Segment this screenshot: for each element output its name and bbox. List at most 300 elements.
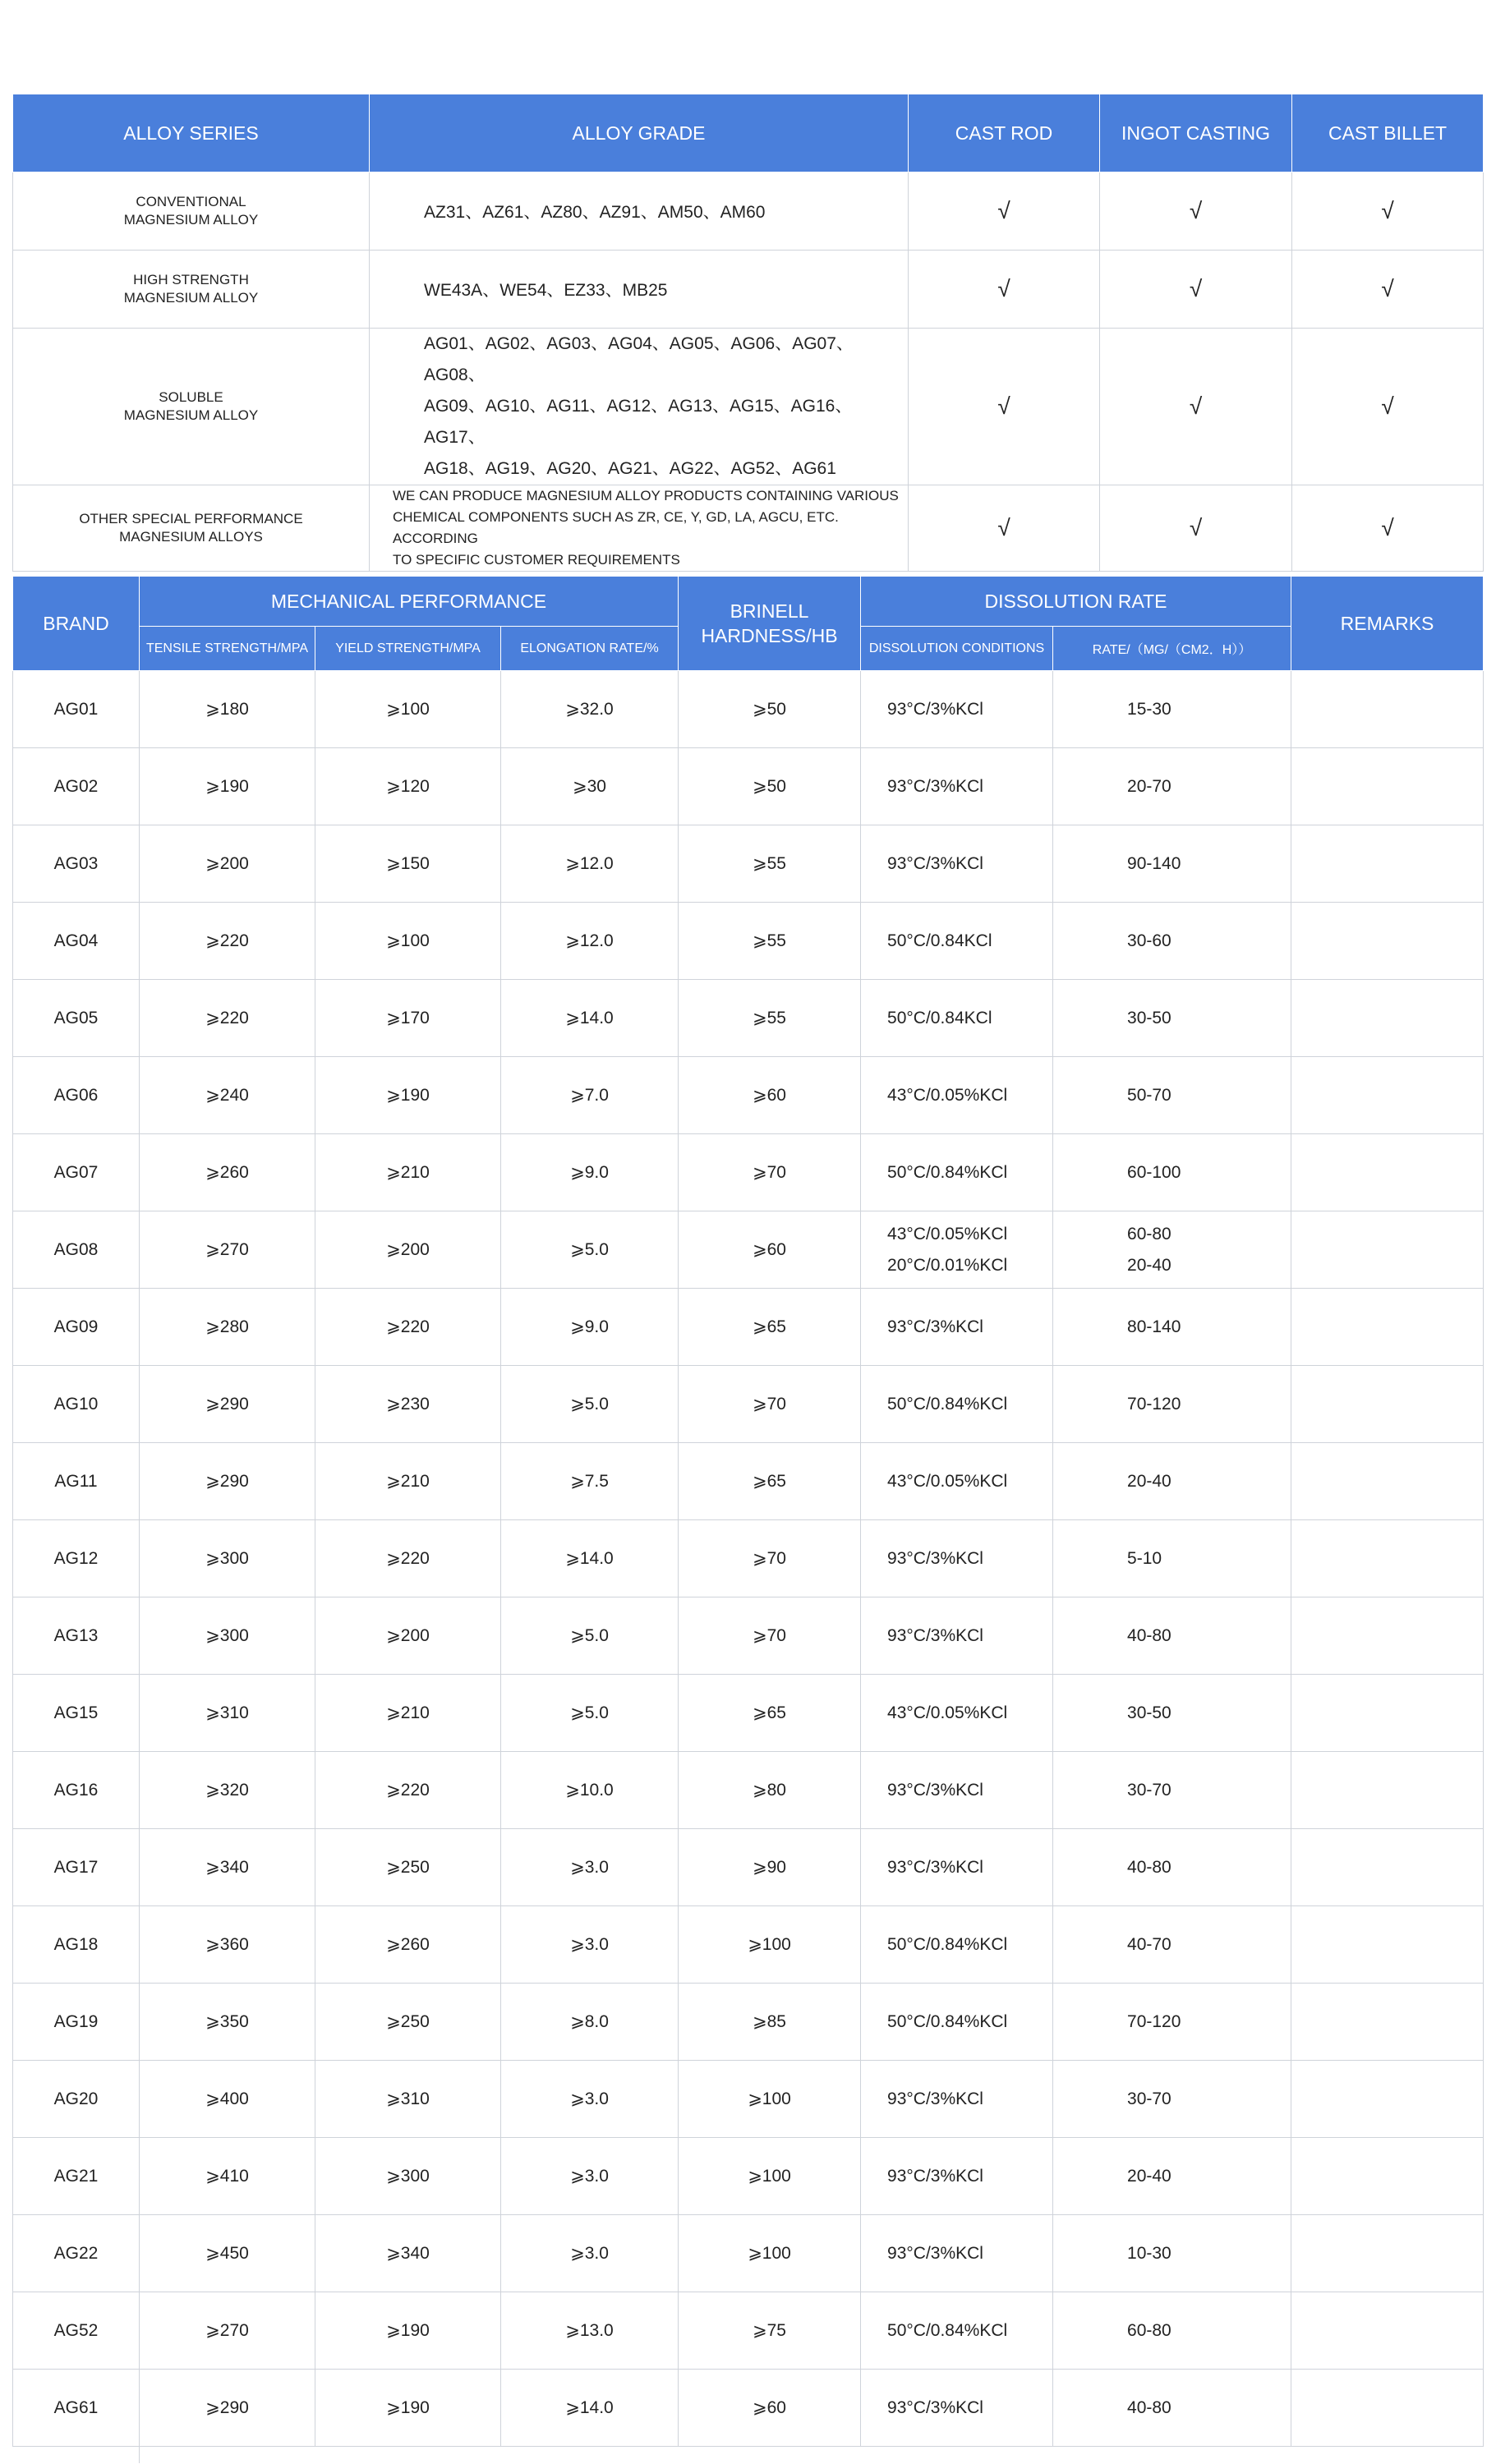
rate-cell xyxy=(1053,2292,1291,2370)
remarks-cell xyxy=(1291,2215,1484,2292)
elongation-rate-cell: ⩾3.0 xyxy=(501,2061,679,2138)
rate-cell xyxy=(1053,1443,1291,1520)
dissolution-conditions-cell xyxy=(861,1211,1053,1289)
brand-row xyxy=(13,671,1484,748)
rate-line: 30-50 xyxy=(1127,1008,1171,1027)
alloy-series-line: HIGH STRENGTH xyxy=(133,272,249,287)
remarks-cell xyxy=(1291,1443,1484,1520)
brand-cell: AG22 xyxy=(13,2215,140,2292)
alloy-series-line: MAGNESIUM ALLOY xyxy=(123,407,259,423)
brand-row xyxy=(13,1520,1484,1597)
dissolution-condition-line: 50°C/0.84%KCl xyxy=(887,1934,1008,1954)
rate-line: 70-120 xyxy=(1127,1394,1181,1414)
brand-cell: AG61 xyxy=(13,2370,140,2447)
dissolution-condition-line: 50°C/0.84KCl xyxy=(887,931,992,950)
cast-billet-check: √ xyxy=(1292,329,1484,485)
brand-cell: AG52 xyxy=(13,2292,140,2370)
brand-row xyxy=(13,825,1484,903)
tensile-strength-cell: ⩾290 xyxy=(140,1443,315,1520)
dissolution-conditions-cell xyxy=(861,980,1053,1057)
alloy-series-line: MAGNESIUM ALLOY xyxy=(123,290,259,306)
header-brinell-hardness xyxy=(679,577,861,671)
hardness-cell: ⩾75 xyxy=(679,2292,861,2370)
hardness-cell: ⩾70 xyxy=(679,1597,861,1675)
cast-rod-check: √ xyxy=(909,251,1100,329)
header-alloy-grade: ALLOY GRADE xyxy=(370,94,909,172)
rate-cell xyxy=(1053,2215,1291,2292)
brand-header-row-1 xyxy=(13,577,1484,627)
yield-strength-cell: ⩾190 xyxy=(315,1057,501,1134)
ingot-casting-check: √ xyxy=(1100,172,1292,251)
series-row xyxy=(13,485,1484,572)
hardness-cell: ⩾100 xyxy=(679,2138,861,2215)
tensile-strength-cell: ⩾220 xyxy=(140,903,315,980)
brand-row xyxy=(13,1597,1484,1675)
hardness-cell: ⩾55 xyxy=(679,903,861,980)
rate-line: 40-80 xyxy=(1127,2397,1171,2417)
elongation-rate-cell: ⩾5.0 xyxy=(501,1675,679,1752)
header-mechanical-performance: MECHANICAL PERFORMANCE xyxy=(140,577,679,627)
brand-cell: AG21 xyxy=(13,2138,140,2215)
tensile-strength-cell: ⩾360 xyxy=(140,1906,315,1984)
rate-line: 80-140 xyxy=(1127,1317,1181,1336)
yield-strength-cell: ⩾300 xyxy=(315,2138,501,2215)
rate-cell xyxy=(1053,748,1291,825)
rate-cell xyxy=(1053,1289,1291,1366)
yield-strength-cell: ⩾220 xyxy=(315,1752,501,1829)
elongation-rate-cell: ⩾3.0 xyxy=(501,1906,679,1984)
elongation-rate-cell: ⩾3.0 xyxy=(501,2215,679,2292)
brand-cell: AG11 xyxy=(13,1443,140,1520)
rate-cell xyxy=(1053,825,1291,903)
tensile-strength-cell: ⩾290 xyxy=(140,1366,315,1443)
brand-row xyxy=(13,1134,1484,1211)
brand-table-body xyxy=(13,671,1484,2464)
yield-strength-cell: ⩾340 xyxy=(315,2215,501,2292)
header-tensile-strength: TENSILE STRENGTH/MPA xyxy=(140,627,315,671)
dissolution-conditions-cell xyxy=(861,1984,1053,2061)
dissolution-condition-line: 93°C/3%KCl xyxy=(887,2397,983,2417)
brand-row xyxy=(13,1906,1484,1984)
header-cast-rod: CAST ROD xyxy=(909,94,1100,172)
tensile-strength-cell: ⩾270 xyxy=(140,1211,315,1289)
header-brinell-line-1: BRINELL xyxy=(730,600,809,622)
dissolution-condition-line: 93°C/3%KCl xyxy=(887,1625,983,1645)
elongation-rate-cell: ⩾14.0 xyxy=(501,2370,679,2447)
elongation-rate-cell: ⩾8.0 xyxy=(501,1984,679,2061)
rate-line: 50-70 xyxy=(1127,1085,1171,1105)
hardness-cell: ⩾100 xyxy=(679,2215,861,2292)
yield-strength-cell: ⩾170 xyxy=(315,980,501,1057)
tensile-strength-cell: ⩾300 xyxy=(140,1520,315,1597)
rate-line: 20-40 xyxy=(1127,2166,1171,2186)
yield-strength-cell: ⩾220 xyxy=(315,1289,501,1366)
yield-strength-cell: ⩾250 xyxy=(315,1984,501,2061)
header-elongation-rate: ELONGATION RATE/% xyxy=(501,627,679,671)
tensile-strength-cell: ⩾350 xyxy=(140,1984,315,2061)
alloy-grade-list xyxy=(370,485,909,572)
tensile-strength-cell: ⩾290 xyxy=(140,2370,315,2447)
elongation-rate-cell: ⩾30 xyxy=(501,748,679,825)
continuation-cell xyxy=(140,2447,315,2464)
dissolution-conditions-cell xyxy=(861,2292,1053,2370)
brand-cell: AG01 xyxy=(13,671,140,748)
brand-cell: AG12 xyxy=(13,1520,140,1597)
rate-cell xyxy=(1053,1984,1291,2061)
dissolution-condition-line: 50°C/0.84%KCl xyxy=(887,1394,1008,1414)
table-continuation-row xyxy=(13,2447,1484,2464)
yield-strength-cell: ⩾210 xyxy=(315,1443,501,1520)
remarks-cell xyxy=(1291,903,1484,980)
dissolution-conditions-cell xyxy=(861,1752,1053,1829)
tensile-strength-cell: ⩾220 xyxy=(140,980,315,1057)
continuation-cell xyxy=(1053,2447,1291,2464)
hardness-cell: ⩾70 xyxy=(679,1366,861,1443)
yield-strength-cell: ⩾120 xyxy=(315,748,501,825)
header-alloy-series: ALLOY SERIES xyxy=(13,94,370,172)
rate-cell xyxy=(1053,1520,1291,1597)
alloy-series-line: MAGNESIUM ALLOY xyxy=(123,212,259,228)
elongation-rate-cell: ⩾12.0 xyxy=(501,825,679,903)
brand-cell: AG03 xyxy=(13,825,140,903)
ingot-casting-check: √ xyxy=(1100,485,1292,572)
yield-strength-cell: ⩾190 xyxy=(315,2292,501,2370)
brand-row xyxy=(13,903,1484,980)
dissolution-conditions-cell xyxy=(861,1366,1053,1443)
remarks-cell xyxy=(1291,1675,1484,1752)
alloy-series-line: MAGNESIUM ALLOYS xyxy=(119,529,263,545)
header-cast-billet: CAST BILLET xyxy=(1292,94,1484,172)
rate-cell xyxy=(1053,671,1291,748)
hardness-cell: ⩾85 xyxy=(679,1984,861,2061)
rate-cell xyxy=(1053,2370,1291,2447)
yield-strength-cell: ⩾310 xyxy=(315,2061,501,2138)
dissolution-condition-line: 43°C/0.05%KCl xyxy=(887,1703,1008,1722)
dissolution-conditions-cell xyxy=(861,1520,1053,1597)
hardness-cell: ⩾100 xyxy=(679,2061,861,2138)
brand-row xyxy=(13,2215,1484,2292)
rate-line: 40-80 xyxy=(1127,1625,1171,1645)
series-table-body xyxy=(13,172,1484,572)
tensile-strength-cell: ⩾280 xyxy=(140,1289,315,1366)
tensile-strength-cell: ⩾260 xyxy=(140,1134,315,1211)
yield-strength-cell: ⩾100 xyxy=(315,671,501,748)
continuation-cell xyxy=(679,2447,861,2464)
rate-cell xyxy=(1053,2061,1291,2138)
brand-row xyxy=(13,2292,1484,2370)
alloy-grade-list xyxy=(370,251,909,329)
dissolution-condition-line: 93°C/3%KCl xyxy=(887,776,983,796)
elongation-rate-cell: ⩾5.0 xyxy=(501,1211,679,1289)
brand-cell: AG16 xyxy=(13,1752,140,1829)
alloy-series-name xyxy=(13,172,370,251)
dissolution-conditions-cell xyxy=(861,2370,1053,2447)
dissolution-condition-line: 50°C/0.84%KCl xyxy=(887,2320,1008,2340)
brand-cell: AG06 xyxy=(13,1057,140,1134)
continuation-cell xyxy=(861,2447,1053,2464)
header-brand: BRAND xyxy=(13,577,140,671)
hardness-cell: ⩾50 xyxy=(679,748,861,825)
dissolution-condition-line: 50°C/0.84KCl xyxy=(887,1008,992,1027)
alloy-series-line: CONVENTIONAL xyxy=(136,194,246,209)
brand-row xyxy=(13,2138,1484,2215)
dissolution-conditions-cell xyxy=(861,1597,1053,1675)
remarks-cell xyxy=(1291,825,1484,903)
dissolution-condition-line: 93°C/3%KCl xyxy=(887,2089,983,2108)
dissolution-condition-line: 93°C/3%KCl xyxy=(887,1780,983,1800)
header-yield-strength: YIELD STRENGTH/MPA xyxy=(315,627,501,671)
alloy-grade-line: AG01、AG02、AG03、AG04、AG05、AG06、AG07、AG08、 xyxy=(424,334,854,384)
rate-line: 20-70 xyxy=(1127,776,1171,796)
hardness-cell: ⩾90 xyxy=(679,1829,861,1906)
dissolution-condition-line: 93°C/3%KCl xyxy=(887,699,983,719)
dissolution-conditions-cell xyxy=(861,1057,1053,1134)
elongation-rate-cell: ⩾3.0 xyxy=(501,2138,679,2215)
rate-line: 30-70 xyxy=(1127,1780,1171,1800)
continuation-cell xyxy=(13,2447,140,2464)
brand-row xyxy=(13,1057,1484,1134)
elongation-rate-cell: ⩾13.0 xyxy=(501,2292,679,2370)
rate-cell xyxy=(1053,2138,1291,2215)
hardness-cell: ⩾60 xyxy=(679,1057,861,1134)
dissolution-condition-line: 43°C/0.05%KCl xyxy=(887,1224,1008,1243)
dissolution-condition-line: 93°C/3%KCl xyxy=(887,1857,983,1877)
tensile-strength-cell: ⩾400 xyxy=(140,2061,315,2138)
dissolution-conditions-cell xyxy=(861,748,1053,825)
elongation-rate-cell: ⩾3.0 xyxy=(501,1829,679,1906)
ingot-casting-check: √ xyxy=(1100,251,1292,329)
brand-cell: AG08 xyxy=(13,1211,140,1289)
remarks-cell xyxy=(1291,1906,1484,1984)
dissolution-conditions-cell xyxy=(861,1289,1053,1366)
series-header-row xyxy=(13,94,1484,172)
brand-row xyxy=(13,2061,1484,2138)
dissolution-condition-line: 93°C/3%KCl xyxy=(887,2243,983,2263)
remarks-cell xyxy=(1291,1984,1484,2061)
tensile-strength-cell: ⩾310 xyxy=(140,1675,315,1752)
yield-strength-cell: ⩾100 xyxy=(315,903,501,980)
dissolution-conditions-cell xyxy=(861,1829,1053,1906)
remarks-cell xyxy=(1291,2292,1484,2370)
dissolution-condition-line: 20°C/0.01%KCl xyxy=(887,1255,1008,1275)
rate-line: 30-60 xyxy=(1127,931,1171,950)
hardness-cell: ⩾50 xyxy=(679,671,861,748)
alloy-series-name xyxy=(13,485,370,572)
dissolution-condition-line: 43°C/0.05%KCl xyxy=(887,1085,1008,1105)
rate-cell xyxy=(1053,1057,1291,1134)
cast-rod-check: √ xyxy=(909,172,1100,251)
series-row xyxy=(13,251,1484,329)
alloy-grade-line: AG18、AG19、AG20、AG21、AG22、AG52、AG61 xyxy=(424,459,836,478)
rate-cell xyxy=(1053,1752,1291,1829)
dissolution-conditions-cell xyxy=(861,1134,1053,1211)
dissolution-conditions-cell xyxy=(861,825,1053,903)
dissolution-conditions-cell xyxy=(861,2138,1053,2215)
rate-cell xyxy=(1053,1597,1291,1675)
tensile-strength-cell: ⩾270 xyxy=(140,2292,315,2370)
dissolution-conditions-cell xyxy=(861,671,1053,748)
yield-strength-cell: ⩾250 xyxy=(315,1829,501,1906)
header-dissolution-conditions: DISSOLUTION CONDITIONS xyxy=(861,627,1053,671)
brand-cell: AG18 xyxy=(13,1906,140,1984)
elongation-rate-cell: ⩾7.5 xyxy=(501,1443,679,1520)
alloy-grade-list xyxy=(370,172,909,251)
rate-line: 20-40 xyxy=(1127,1471,1171,1491)
tensile-strength-cell: ⩾300 xyxy=(140,1597,315,1675)
hardness-cell: ⩾65 xyxy=(679,1675,861,1752)
brand-cell: AG02 xyxy=(13,748,140,825)
alloy-series-line: SOLUBLE xyxy=(159,389,223,405)
rate-line: 20-40 xyxy=(1127,1255,1171,1275)
alloy-grade-line: AG09、AG10、AG11、AG12、AG13、AG15、AG16、AG17、 xyxy=(424,397,853,447)
yield-strength-cell: ⩾150 xyxy=(315,825,501,903)
remarks-cell xyxy=(1291,2061,1484,2138)
rate-cell xyxy=(1053,1675,1291,1752)
rate-line: 10-30 xyxy=(1127,2243,1171,2263)
series-row xyxy=(13,329,1484,485)
alloy-series-table xyxy=(12,94,1484,572)
elongation-rate-cell: ⩾12.0 xyxy=(501,903,679,980)
rate-line: 90-140 xyxy=(1127,853,1181,873)
series-row xyxy=(13,172,1484,251)
hardness-cell: ⩾80 xyxy=(679,1752,861,1829)
alloy-grade-line: WE43A、WE54、EZ33、MB25 xyxy=(424,281,668,300)
cast-billet-check: √ xyxy=(1292,172,1484,251)
elongation-rate-cell: ⩾9.0 xyxy=(501,1134,679,1211)
yield-strength-cell: ⩾200 xyxy=(315,1597,501,1675)
hardness-cell: ⩾60 xyxy=(679,1211,861,1289)
dissolution-condition-line: 93°C/3%KCl xyxy=(887,1317,983,1336)
header-brinell-line-2: HARDNESS/HB xyxy=(701,625,838,646)
rate-line: 60-80 xyxy=(1127,2320,1171,2340)
remarks-cell xyxy=(1291,1366,1484,1443)
hardness-cell: ⩾70 xyxy=(679,1134,861,1211)
dissolution-condition-line: 93°C/3%KCl xyxy=(887,1548,983,1568)
elongation-rate-cell: ⩾7.0 xyxy=(501,1057,679,1134)
elongation-rate-cell: ⩾32.0 xyxy=(501,671,679,748)
rate-line: 40-70 xyxy=(1127,1934,1171,1954)
rate-line: 60-80 xyxy=(1127,1224,1171,1243)
tensile-strength-cell: ⩾410 xyxy=(140,2138,315,2215)
dissolution-conditions-cell xyxy=(861,2215,1053,2292)
elongation-rate-cell: ⩾5.0 xyxy=(501,1366,679,1443)
brand-row xyxy=(13,2370,1484,2447)
cast-rod-check: √ xyxy=(909,329,1100,485)
dissolution-conditions-cell xyxy=(861,1906,1053,1984)
dissolution-condition-line: 50°C/0.84%KCl xyxy=(887,2011,1008,2031)
continuation-cell xyxy=(1291,2447,1484,2464)
tensile-strength-cell: ⩾240 xyxy=(140,1057,315,1134)
remarks-cell xyxy=(1291,1520,1484,1597)
cast-billet-check: √ xyxy=(1292,251,1484,329)
elongation-rate-cell: ⩾5.0 xyxy=(501,1597,679,1675)
alloy-series-name xyxy=(13,251,370,329)
hardness-cell: ⩾60 xyxy=(679,2370,861,2447)
brand-row xyxy=(13,1675,1484,1752)
brand-row xyxy=(13,1289,1484,1366)
remarks-cell xyxy=(1291,1829,1484,1906)
rate-cell xyxy=(1053,1906,1291,1984)
remarks-cell xyxy=(1291,1134,1484,1211)
brand-row xyxy=(13,748,1484,825)
hardness-cell: ⩾55 xyxy=(679,980,861,1057)
ingot-casting-check: √ xyxy=(1100,329,1292,485)
brand-performance-table xyxy=(12,576,1484,2463)
brand-row xyxy=(13,1984,1484,2061)
tensile-strength-cell: ⩾320 xyxy=(140,1752,315,1829)
hardness-cell: ⩾100 xyxy=(679,1906,861,1984)
rate-cell xyxy=(1053,1366,1291,1443)
header-remarks: REMARKS xyxy=(1291,577,1484,671)
tensile-strength-cell: ⩾180 xyxy=(140,671,315,748)
alloy-grade-list xyxy=(370,329,909,485)
hardness-cell: ⩾65 xyxy=(679,1443,861,1520)
rate-line: 30-50 xyxy=(1127,1703,1171,1722)
rate-cell xyxy=(1053,1211,1291,1289)
rate-cell xyxy=(1053,1829,1291,1906)
elongation-rate-cell: ⩾10.0 xyxy=(501,1752,679,1829)
alloy-grade-line: WE CAN PRODUCE MAGNESIUM ALLOY PRODUCTS CONTAINING VARIOUS xyxy=(393,488,899,503)
brand-row xyxy=(13,1366,1484,1443)
brand-cell: AG07 xyxy=(13,1134,140,1211)
rate-line: 40-80 xyxy=(1127,1857,1171,1877)
remarks-cell xyxy=(1291,671,1484,748)
tensile-strength-cell: ⩾450 xyxy=(140,2215,315,2292)
remarks-cell xyxy=(1291,1057,1484,1134)
dissolution-conditions-cell xyxy=(861,1443,1053,1520)
elongation-rate-cell: ⩾14.0 xyxy=(501,1520,679,1597)
hardness-cell: ⩾70 xyxy=(679,1520,861,1597)
hardness-cell: ⩾55 xyxy=(679,825,861,903)
remarks-cell xyxy=(1291,2370,1484,2447)
yield-strength-cell: ⩾230 xyxy=(315,1366,501,1443)
elongation-rate-cell: ⩾14.0 xyxy=(501,980,679,1057)
dissolution-conditions-cell xyxy=(861,2061,1053,2138)
cast-rod-check: √ xyxy=(909,485,1100,572)
tensile-strength-cell: ⩾190 xyxy=(140,748,315,825)
rate-line: 15-30 xyxy=(1127,699,1171,719)
brand-row xyxy=(13,980,1484,1057)
hardness-cell: ⩾65 xyxy=(679,1289,861,1366)
rate-line: 30-70 xyxy=(1127,2089,1171,2108)
remarks-cell xyxy=(1291,748,1484,825)
yield-strength-cell: ⩾200 xyxy=(315,1211,501,1289)
brand-cell: AG17 xyxy=(13,1829,140,1906)
brand-row xyxy=(13,1752,1484,1829)
header-dissolution-rate: DISSOLUTION RATE xyxy=(861,577,1291,627)
dissolution-condition-line: 43°C/0.05%KCl xyxy=(887,1471,1008,1491)
remarks-cell xyxy=(1291,1752,1484,1829)
yield-strength-cell: ⩾220 xyxy=(315,1520,501,1597)
yield-strength-cell: ⩾210 xyxy=(315,1134,501,1211)
dissolution-condition-line: 93°C/3%KCl xyxy=(887,853,983,873)
brand-cell: AG20 xyxy=(13,2061,140,2138)
tensile-strength-cell: ⩾340 xyxy=(140,1829,315,1906)
dissolution-condition-line: 50°C/0.84%KCl xyxy=(887,1162,1008,1182)
dissolution-conditions-cell xyxy=(861,1675,1053,1752)
brand-cell: AG13 xyxy=(13,1597,140,1675)
rate-cell xyxy=(1053,980,1291,1057)
cast-billet-check: √ xyxy=(1292,485,1484,572)
brand-cell: AG04 xyxy=(13,903,140,980)
alloy-series-name xyxy=(13,329,370,485)
header-ingot-casting: INGOT CASTING xyxy=(1100,94,1292,172)
rate-cell xyxy=(1053,1134,1291,1211)
remarks-cell xyxy=(1291,2138,1484,2215)
dissolution-condition-line: 93°C/3%KCl xyxy=(887,2166,983,2186)
rate-line: 60-100 xyxy=(1127,1162,1181,1182)
brand-cell: AG19 xyxy=(13,1984,140,2061)
